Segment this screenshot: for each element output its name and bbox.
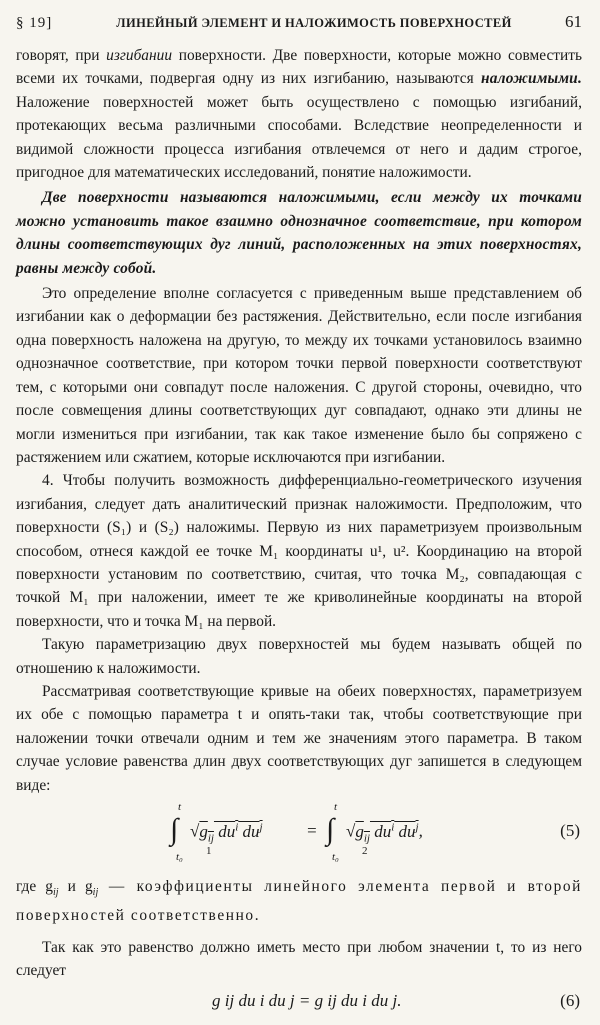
text-run: и g (58, 878, 93, 895)
integral-sign: ∫ (170, 813, 179, 846)
definition: Две поверхности называются наложимыми, если между их точками можно установить такое взаимно однозначное соответствие, при котором длины соответствующих дуг линий, расположенных на этих поверхностях, равны между собой. (16, 189, 582, 277)
upper-limit: t (178, 801, 182, 813)
paragraph-7: Так как это равенство должно иметь место при любом значении t, то из него следует (16, 938, 582, 980)
subscript: ij (92, 887, 99, 899)
equation-number: (5) (560, 821, 580, 840)
text-run: поверхности. Две поверхности, которые можно совместить всеми их точками, подвергая одну из них изгибанию, называются (16, 47, 582, 88)
formula-6-body: g ij du i du j = g ij du i du j. (212, 990, 402, 1010)
upper-limit: t (334, 801, 338, 813)
equals-sign: = (306, 821, 318, 840)
paragraph-1 (16, 44, 582, 184)
text-run: где g (16, 878, 53, 895)
text-run: — коэффициенты линейного элемента первой и второй поверхностей соответственно. (16, 878, 582, 925)
index-right: 2 (362, 845, 368, 857)
subscript: ij (53, 887, 59, 899)
paragraph-6 (16, 875, 582, 928)
text-run: Наложение поверхностей может быть осуществлено с помощью изгибаний, протекающих весьма различными способами. Вследствие неопределенности и видимой сложности процесса изгибания отвлечемся от него и дадим строгое, пригодное для математических исследований, понятие наложимости. (16, 93, 582, 182)
page-number: 61 (565, 12, 582, 31)
integrand-right: $√g_{ij}$ $du^i$ $du^j$, (346, 821, 423, 845)
equation-number: (6) (560, 990, 580, 1010)
page (16, 12, 582, 1025)
section-number: § 19] (16, 15, 53, 31)
emphasis: наложимыми. (480, 70, 582, 88)
lower-limit: t₀ (332, 851, 339, 863)
paragraph-5: Рассматривая соответствующие кривые на обеих поверхностях, параметризуем их обе с помощью параметра t и опять-таки так, чтобы соответствующие при наложении точки отвечали одним и тем же значениям этого параметра. В таком случае условие равенства длин двух соответствующих дуг запишется в следующем виде: (16, 682, 582, 794)
paragraph-2: Это определение вполне согласуется с приведенным выше представлением об изгибании как о деформации без растяжения. Действительно, если после изгибания одна поверхность наложена на другую, то между их точками установилось взаимно однозначное соответствие, при котором точки первой поверхности соответствуют тем, с которыми они совпадут после наложения. С другой стороны, очевидно, что после совмещения длины соответствующих дуг совпадают, однако эти длины не могли измениться при изгибании, так как такое изменение было бы сопряжено с растяжением или сжатием, которые исключаются при изгибании. (16, 285, 582, 466)
integral-sign: ∫ (326, 813, 335, 846)
formula-5 (16, 801, 582, 875)
integrand-left: $√g_{ij}$ $du^i$ $du^j$ (190, 821, 263, 845)
running-header (16, 12, 582, 44)
header-title: ЛИНЕЙНЫЙ ЭЛЕМЕНТ И НАЛОЖИМОСТЬ ПОВЕРХНОСТЕЙ (116, 16, 512, 30)
lower-limit: t₀ (176, 851, 183, 863)
formula-6 (16, 987, 582, 1025)
index-left: 1 (206, 845, 212, 857)
text-run: говорят, при (16, 47, 107, 64)
emphasis: изгибании (106, 47, 173, 64)
paragraph-4: Такую параметризацию двух поверхностей мы будем называть общей по отношению к наложимости. (16, 636, 582, 677)
paragraph-3: 4. Чтобы получить возможность дифференциально-геометрического изучения изгибания, следует дать аналитический признак наложимости. Предположим, что поверхности (S₁) и (S₂) наложимы. Первую из них параметризуем произвольным способом, отнеся каждой ее точке M₁ координаты u¹, u². Координацию на второй поверхности установим по соответствию, считая, что точка M₂, совпадающая с точкой M₁ при наложении, имеет те же криволинейные координаты на второй поверхности, что и точка M₁ на первой. (16, 472, 582, 630)
